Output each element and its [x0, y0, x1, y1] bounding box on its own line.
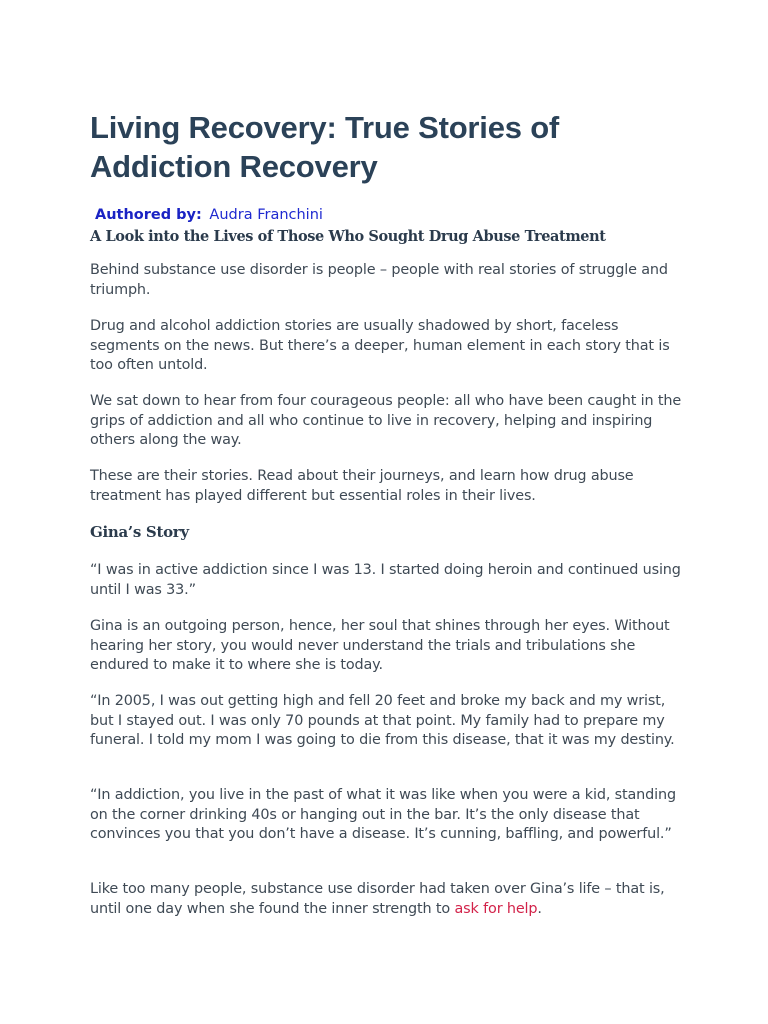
story-paragraph-4: “In addiction, you live in the past of what it was like when you were a kid, standing on the corner drinking 40s or hanging out in the bar. It’s the only disease that convinces you that you don’t have a disease. It’s cunning, baffling, and powerful.”	[90, 787, 676, 843]
story-paragraph-2: Gina is an outgoing person, hence, her soul that shines through her eyes. Without hearing her story, you would never understand the trials and tribulations she endured to make it to where she is today.	[90, 618, 670, 674]
ask-for-help-link[interactable]: ask for help	[454, 900, 538, 917]
intro-paragraph-1: Behind substance use disorder is people – people with real stories of struggle and triumph.	[90, 262, 668, 298]
article-title	[90, 108, 682, 186]
closing-paragraph	[90, 880, 682, 919]
title-line-2: Addiction Recovery	[90, 149, 378, 184]
article	[90, 108, 682, 247]
author-label: Authored by:	[95, 207, 202, 223]
intro-paragraph-3: We sat down to hear from four courageous people: all who have been caught in the grips of addiction and all who continue to live in recovery, helping and inspiring others along the way.	[90, 393, 682, 449]
title-line-1: Living Recovery: True Stories of	[90, 110, 560, 145]
author-name: Audra Franchini	[209, 207, 323, 223]
section-heading: Gina’s Story	[90, 523, 189, 541]
intro-paragraph-4: These are their stories. Read about their journeys, and learn how drug abuse treatment has played different but essential roles in their lives.	[90, 468, 634, 504]
story-paragraph-1: “I was in active addiction since I was 13. I started doing heroin and continued using until I was 33.”	[90, 562, 681, 598]
author-byline	[90, 206, 682, 224]
intro-paragraph-2: Drug and alcohol addiction stories are usually shadowed by short, faceless segments on the news. But there’s a deeper, human element in each story that is too often untold.	[90, 318, 670, 374]
story-paragraph-3: “In 2005, I was out getting high and fell 20 feet and broke my back and my wrist, but I stayed out. I was only 70 pounds at that point. My family had to prepare my funeral. I told my mom I was going to die from this disease, that it was my destiny.	[90, 693, 675, 749]
closing-paragraph-end: .	[537, 900, 542, 917]
article-subtitle: A Look into the Lives of Those Who Sought Drug Abuse Treatment	[90, 228, 606, 245]
closing-paragraph-text: Like too many people, substance use disorder had taken over Gina’s life – that is, until one day when she found the inner strength to	[90, 881, 665, 917]
